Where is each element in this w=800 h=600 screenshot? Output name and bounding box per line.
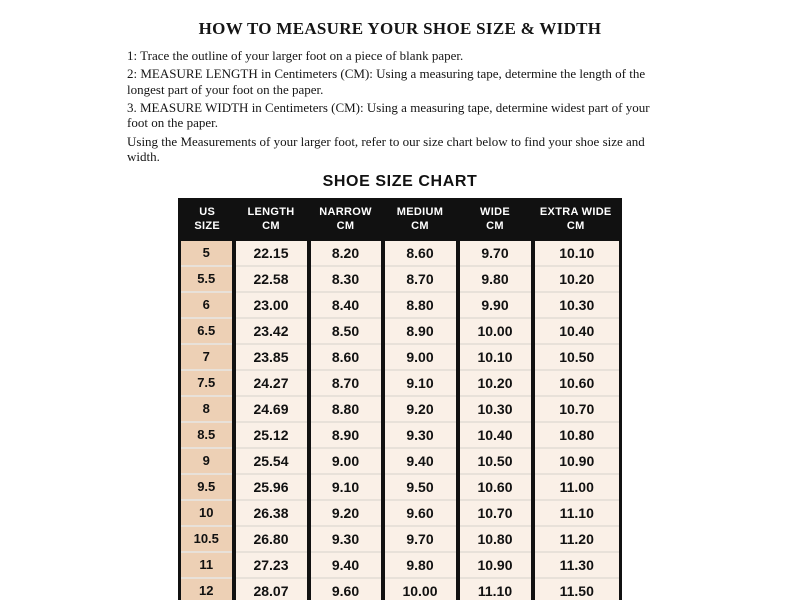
measurement-cell: 10.40: [533, 318, 621, 344]
column-header: NARROW CM: [309, 200, 383, 240]
measurement-cell: 10.80: [533, 422, 621, 448]
table-row: [180, 266, 621, 292]
table-row: [180, 370, 621, 396]
table-row: [180, 526, 621, 552]
measurement-cell: 10.80: [458, 526, 533, 552]
measurement-cell: 22.58: [234, 266, 309, 292]
us-size-cell: 9.5: [180, 474, 234, 500]
measurement-cell: 10.70: [458, 500, 533, 526]
table-row: [180, 344, 621, 370]
measurement-cell: 23.42: [234, 318, 309, 344]
us-size-cell: 8.5: [180, 422, 234, 448]
measurement-cell: 9.10: [383, 370, 458, 396]
measurement-cell: 10.20: [458, 370, 533, 396]
measurement-cell: 9.80: [383, 552, 458, 578]
measurement-cell: 25.54: [234, 448, 309, 474]
measurement-cell: 23.85: [234, 344, 309, 370]
us-size-cell: 5.5: [180, 266, 234, 292]
measurement-cell: 10.10: [458, 344, 533, 370]
measurement-cell: 9.80: [458, 266, 533, 292]
measurement-cell: 8.30: [309, 266, 383, 292]
measurement-cell: 10.70: [533, 396, 621, 422]
us-size-cell: 6.5: [180, 318, 234, 344]
measurement-cell: 26.38: [234, 500, 309, 526]
us-size-cell: 8: [180, 396, 234, 422]
table-row: [180, 422, 621, 448]
measurement-cell: 9.00: [383, 344, 458, 370]
instruction-line: 1: Trace the outline of your larger foot on a piece of blank paper.: [127, 48, 464, 63]
measurement-cell: 23.00: [234, 292, 309, 318]
measurement-cell: 8.50: [309, 318, 383, 344]
measurement-cell: 9.00: [309, 448, 383, 474]
measurement-cell: 9.40: [383, 448, 458, 474]
table-row: [180, 292, 621, 318]
measurement-cell: 22.15: [234, 240, 309, 266]
measurement-cell: 8.80: [383, 292, 458, 318]
measurement-cell: 10.10: [533, 240, 621, 266]
measurement-cell: 9.30: [309, 526, 383, 552]
measurement-cell: 9.60: [309, 578, 383, 600]
table-row: [180, 396, 621, 422]
measurement-cell: 9.20: [383, 396, 458, 422]
measurement-cell: 9.70: [458, 240, 533, 266]
table-row: [180, 240, 621, 266]
table-body: [180, 240, 621, 600]
measurement-cell: 10.90: [458, 552, 533, 578]
measurement-cell: 8.40: [309, 292, 383, 318]
measurement-cell: 10.50: [458, 448, 533, 474]
instruction-line: Using the Measurements of your larger foot, refer to our size chart below to find your shoe size and width.: [127, 133, 645, 164]
measurement-cell: 10.60: [458, 474, 533, 500]
measurement-cell: 11.10: [458, 578, 533, 600]
measurement-cell: 24.27: [234, 370, 309, 396]
us-size-cell: 7.5: [180, 370, 234, 396]
measurement-cell: 9.50: [383, 474, 458, 500]
measurement-cell: 10.30: [458, 396, 533, 422]
page-title: HOW TO MEASURE YOUR SHOE SIZE & WIDTH: [198, 19, 602, 38]
measurement-cell: 9.10: [309, 474, 383, 500]
measurement-cell: 10.90: [533, 448, 621, 474]
column-header: US SIZE: [180, 200, 234, 240]
measurement-cell: 9.90: [458, 292, 533, 318]
measurement-cell: 11.00: [533, 474, 621, 500]
table-row: [180, 552, 621, 578]
measurement-cell: 9.70: [383, 526, 458, 552]
measurement-cell: 9.40: [309, 552, 383, 578]
measurement-cell: 9.30: [383, 422, 458, 448]
measurement-cell: 24.69: [234, 396, 309, 422]
measurement-cell: 10.00: [383, 578, 458, 600]
column-header: EXTRA WIDE CM: [533, 200, 621, 240]
table-row: [180, 578, 621, 600]
measurement-cell: 11.50: [533, 578, 621, 600]
us-size-cell: 11: [180, 552, 234, 578]
measurement-cell: 10.50: [533, 344, 621, 370]
measurement-cell: 8.90: [383, 318, 458, 344]
us-size-cell: 7: [180, 344, 234, 370]
table-row: [180, 474, 621, 500]
column-header: WIDE CM: [458, 200, 533, 240]
table-header: [180, 200, 621, 240]
measurement-cell: 11.20: [533, 526, 621, 552]
measurement-cell: 8.90: [309, 422, 383, 448]
measurement-cell: 25.12: [234, 422, 309, 448]
measurement-cell: 10.00: [458, 318, 533, 344]
table-row: [180, 448, 621, 474]
measurement-cell: 8.70: [383, 266, 458, 292]
measurement-cell: 25.96: [234, 474, 309, 500]
measurement-cell: 8.20: [309, 240, 383, 266]
measurement-cell: 11.30: [533, 552, 621, 578]
instruction-line: 2: MEASURE LENGTH in Centimeters (CM): Using a measuring tape, determine the length of the longest part of your foot on the paper.: [127, 66, 646, 97]
measurement-cell: 10.60: [533, 370, 621, 396]
measurement-cell: 10.20: [533, 266, 621, 292]
instruction-line: 3. MEASURE WIDTH in Centimeters (CM): Using a measuring tape, determine widest part of your foot on the paper.: [127, 99, 650, 131]
measurement-cell: 26.80: [234, 526, 309, 552]
us-size-cell: 5: [180, 240, 234, 266]
us-size-cell: 12: [180, 578, 234, 600]
measurement-cell: 10.40: [458, 422, 533, 448]
measurement-cell: 8.80: [309, 396, 383, 422]
measurement-cell: 8.70: [309, 370, 383, 396]
measurement-cell: 11.10: [533, 500, 621, 526]
measurement-cell: 10.30: [533, 292, 621, 318]
chart-title: SHOE SIZE CHART: [322, 173, 478, 191]
measurement-cell: 8.60: [383, 240, 458, 266]
us-size-cell: 10: [180, 500, 234, 526]
measurement-cell: 9.60: [383, 500, 458, 526]
table-row: [180, 500, 621, 526]
measurement-cell: 28.07: [234, 578, 309, 600]
size-chart-table: [178, 198, 622, 600]
measurement-cell: 27.23: [234, 552, 309, 578]
measurement-cell: 9.20: [309, 500, 383, 526]
header-row: [180, 200, 621, 240]
measurement-instructions: [127, 48, 655, 164]
column-header: LENGTH CM: [234, 200, 309, 240]
table-row: [180, 318, 621, 344]
us-size-cell: 10.5: [180, 526, 234, 552]
us-size-cell: 9: [180, 448, 234, 474]
us-size-cell: 6: [180, 292, 234, 318]
column-header: MEDIUM CM: [383, 200, 458, 240]
measurement-cell: 8.60: [309, 344, 383, 370]
